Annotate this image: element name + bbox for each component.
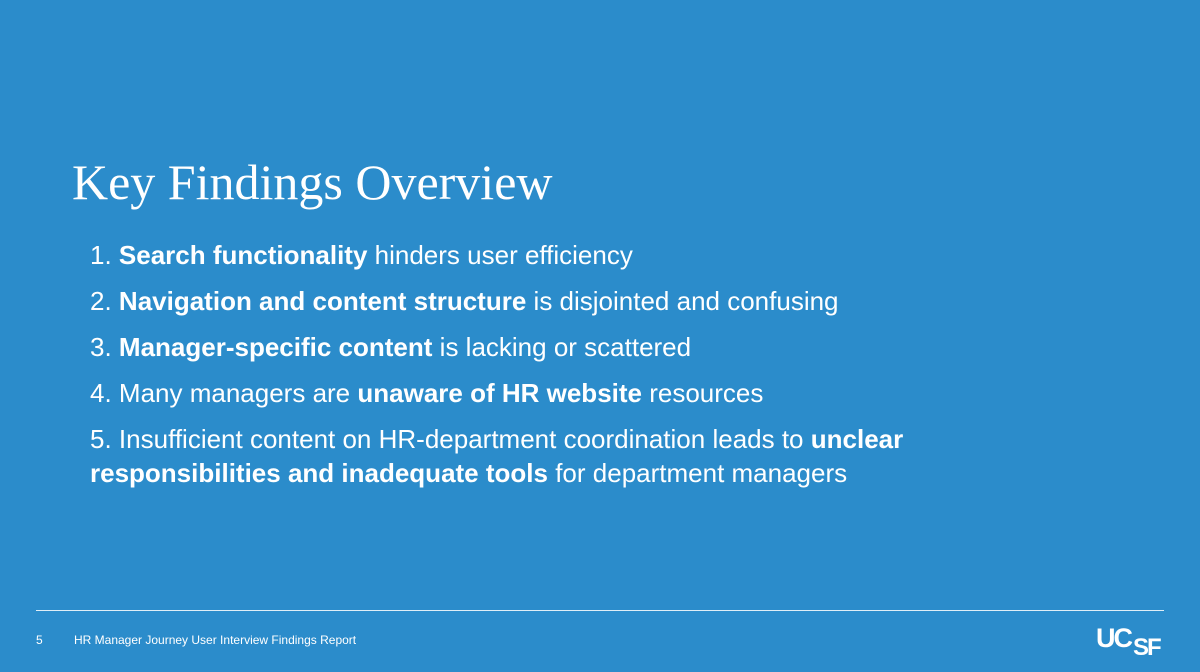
footer-divider: [36, 610, 1164, 611]
footer-report-title: HR Manager Journey User Interview Findings Report: [74, 633, 357, 647]
logo-sf-text: SF: [1133, 634, 1160, 661]
finding-number: 1.: [90, 240, 119, 270]
finding-text: is lacking or scattered: [432, 332, 692, 362]
finding-text: is disjointed and confusing: [526, 286, 839, 316]
finding-highlight: Search functionality: [118, 240, 368, 270]
finding-number: 5.: [90, 424, 119, 454]
finding-number: 2.: [90, 286, 119, 316]
finding-item: [90, 238, 1090, 272]
finding-text: for department managers: [547, 458, 848, 488]
ucsf-logo: [1096, 624, 1168, 660]
finding-item: [90, 376, 1090, 410]
finding-number: 4.: [90, 378, 119, 408]
findings-list: [90, 238, 1090, 502]
finding-highlight: Manager-specific content: [118, 332, 433, 362]
finding-number: 3.: [90, 332, 119, 362]
logo-uc-text: UC: [1096, 623, 1131, 653]
finding-item: [90, 422, 1090, 490]
page-number: 5: [36, 633, 43, 647]
finding-item: [90, 330, 1090, 364]
finding-highlight: unaware of HR website: [357, 378, 642, 408]
finding-text: resources: [642, 378, 764, 408]
finding-item: [90, 284, 1090, 318]
finding-highlight: unclear responsibilities and inadequate tools: [90, 424, 904, 488]
finding-text: Many managers are: [118, 378, 358, 408]
finding-text: hinders user efficiency: [367, 240, 633, 270]
slide-title: Key Findings Overview: [72, 154, 553, 210]
finding-highlight: Navigation and content structure: [118, 286, 527, 316]
finding-text: Insufficient content on HR-department coordination leads to: [118, 424, 811, 454]
